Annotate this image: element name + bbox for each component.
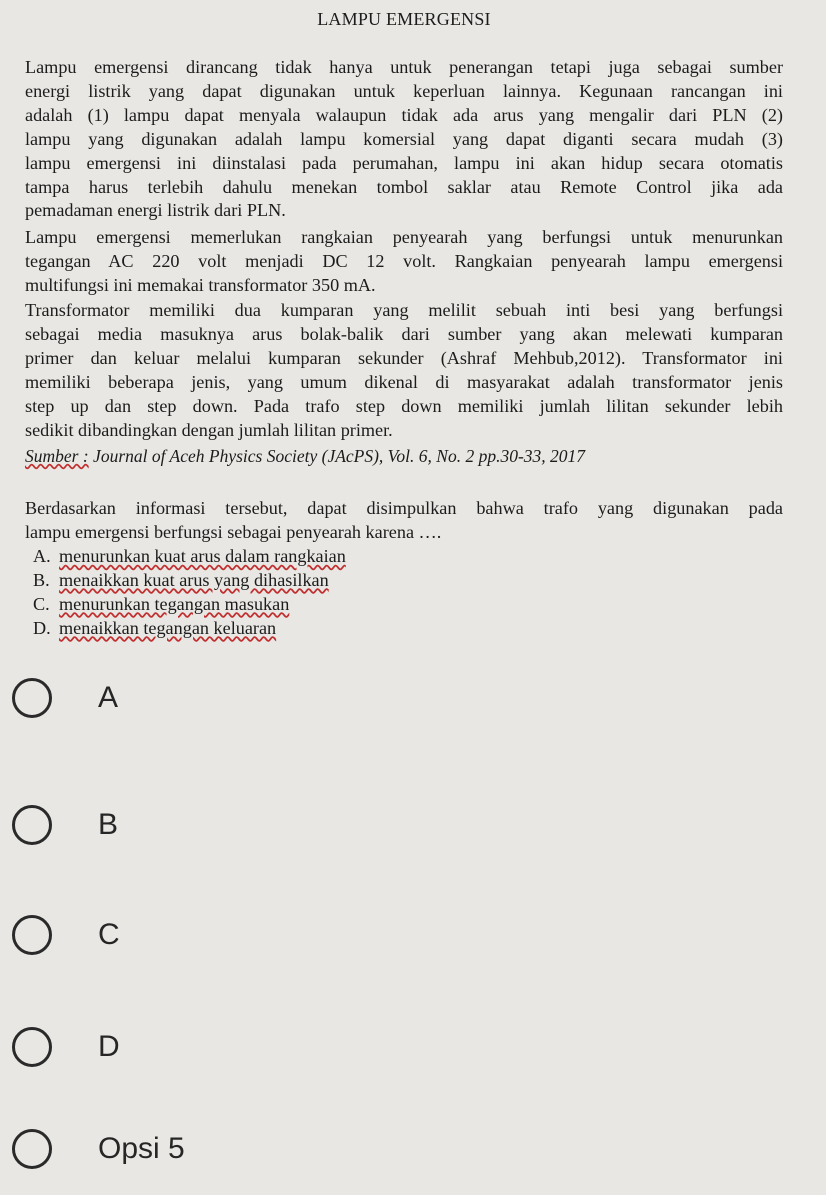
text-line: tegangan AC 220 volt menjadi DC 12 volt. Rangkaian penyearah lampu emergensi: [25, 250, 783, 271]
option-letter: D.: [33, 617, 51, 638]
radio-circle-icon[interactable]: [12, 805, 52, 845]
choice-label[interactable]: A: [98, 681, 119, 714]
text-line: primer dan keluar melalui kumparan sekunder (Ashraf Mehbub,2012). Transformator ini: [25, 347, 783, 368]
text-line: Transformator memiliki dua kumparan yang melilit sebuah inti besi yang berfungsi: [25, 300, 783, 320]
paragraph-1: [25, 56, 783, 223]
question-document: [25, 0, 783, 650]
text-line: lampu emergensi berfungsi sebagai penyearah karena ….: [25, 521, 442, 542]
choice-label[interactable]: C: [98, 918, 120, 951]
text-line: pemadaman energi listrik dari PLN.: [25, 200, 286, 221]
document-title: LAMPU EMERGENSI: [317, 9, 491, 29]
choice-label[interactable]: Opsi 5: [98, 1132, 185, 1165]
option-text: menurunkan kuat arus dalam rangkaian: [59, 546, 346, 566]
printed-options: [33, 545, 346, 641]
text-line: adalah (1) lampu dapat menyala walaupun tidak ada arus yang mengalir dari PLN (2): [25, 104, 783, 125]
source-label: Sumber :: [25, 446, 89, 466]
choice-opsi-5[interactable]: [12, 1119, 412, 1179]
radio-circle-icon[interactable]: [12, 1027, 52, 1067]
radio-circle-icon[interactable]: [12, 1129, 52, 1169]
text-line: Berdasarkan informasi tersebut, dapat disimpulkan bahwa trafo yang digunakan pada: [25, 498, 783, 518]
text-line: sedikit dibandingkan dengan jumlah lilitan primer.: [25, 419, 393, 440]
text-line: memiliki beberapa jenis, yang umum dikenal di masyarakat adalah transformator jenis: [25, 371, 783, 392]
text-line: Lampu emergensi dirancang tidak hanya untuk penerangan tetapi juga sebagai sumber: [25, 57, 783, 77]
text-line: multifungsi ini memakai transformator 350 mA.: [25, 274, 376, 295]
choice-d[interactable]: [12, 1017, 412, 1077]
option-letter: B.: [33, 569, 50, 590]
option-letter: C.: [33, 593, 50, 614]
choice-a[interactable]: [12, 668, 412, 728]
printed-option-a: [33, 545, 346, 569]
printed-option-b: [33, 569, 346, 593]
printed-option-d: [33, 617, 346, 641]
text-line: tampa harus terlebih dahulu menekan tombol saklar atau Remote Control jika ada: [25, 176, 783, 197]
text-line: lampu emergensi ini diinstalasi pada perumahan, lampu ini akan hidup secara otomatis: [25, 152, 783, 173]
option-text: menurunkan tegangan masukan: [59, 593, 290, 614]
choice-label[interactable]: D: [98, 1030, 120, 1063]
option-letter: A.: [33, 546, 51, 566]
option-text: menaikkan tegangan keluaran: [59, 617, 277, 638]
source-citation: [25, 445, 585, 469]
text-line: step up dan step down. Pada trafo step down memiliki jumlah lilitan sekunder lebih: [25, 395, 783, 416]
paragraph-3: [25, 299, 783, 442]
radio-circle-icon[interactable]: [12, 915, 52, 955]
paragraph-2: [25, 226, 783, 298]
printed-option-c: [33, 593, 346, 617]
text-line: sebagai media masuknya arus bolak-balik dari sumber yang akan melewati kumparan: [25, 323, 783, 344]
radio-circle-icon[interactable]: [12, 678, 52, 718]
text-line: lampu yang digunakan adalah lampu komersial yang dapat diganti secara mudah (3): [25, 128, 783, 149]
question-text: [25, 497, 783, 545]
option-text: menaikkan kuat arus yang dihasilkan: [59, 569, 329, 590]
choice-c[interactable]: [12, 905, 412, 965]
source-text: Journal of Aceh Physics Society (JAcPS), Vol. 6, No. 2 pp.30-33, 2017: [88, 446, 586, 466]
choice-b[interactable]: [12, 795, 412, 855]
text-line: Lampu emergensi memerlukan rangkaian penyearah yang berfungsi untuk menurunkan: [25, 227, 783, 247]
choice-label[interactable]: B: [98, 808, 119, 841]
text-line: energi listrik yang dapat digunakan untuk keperluan lainnya. Kegunaan rancangan ini: [25, 80, 783, 101]
